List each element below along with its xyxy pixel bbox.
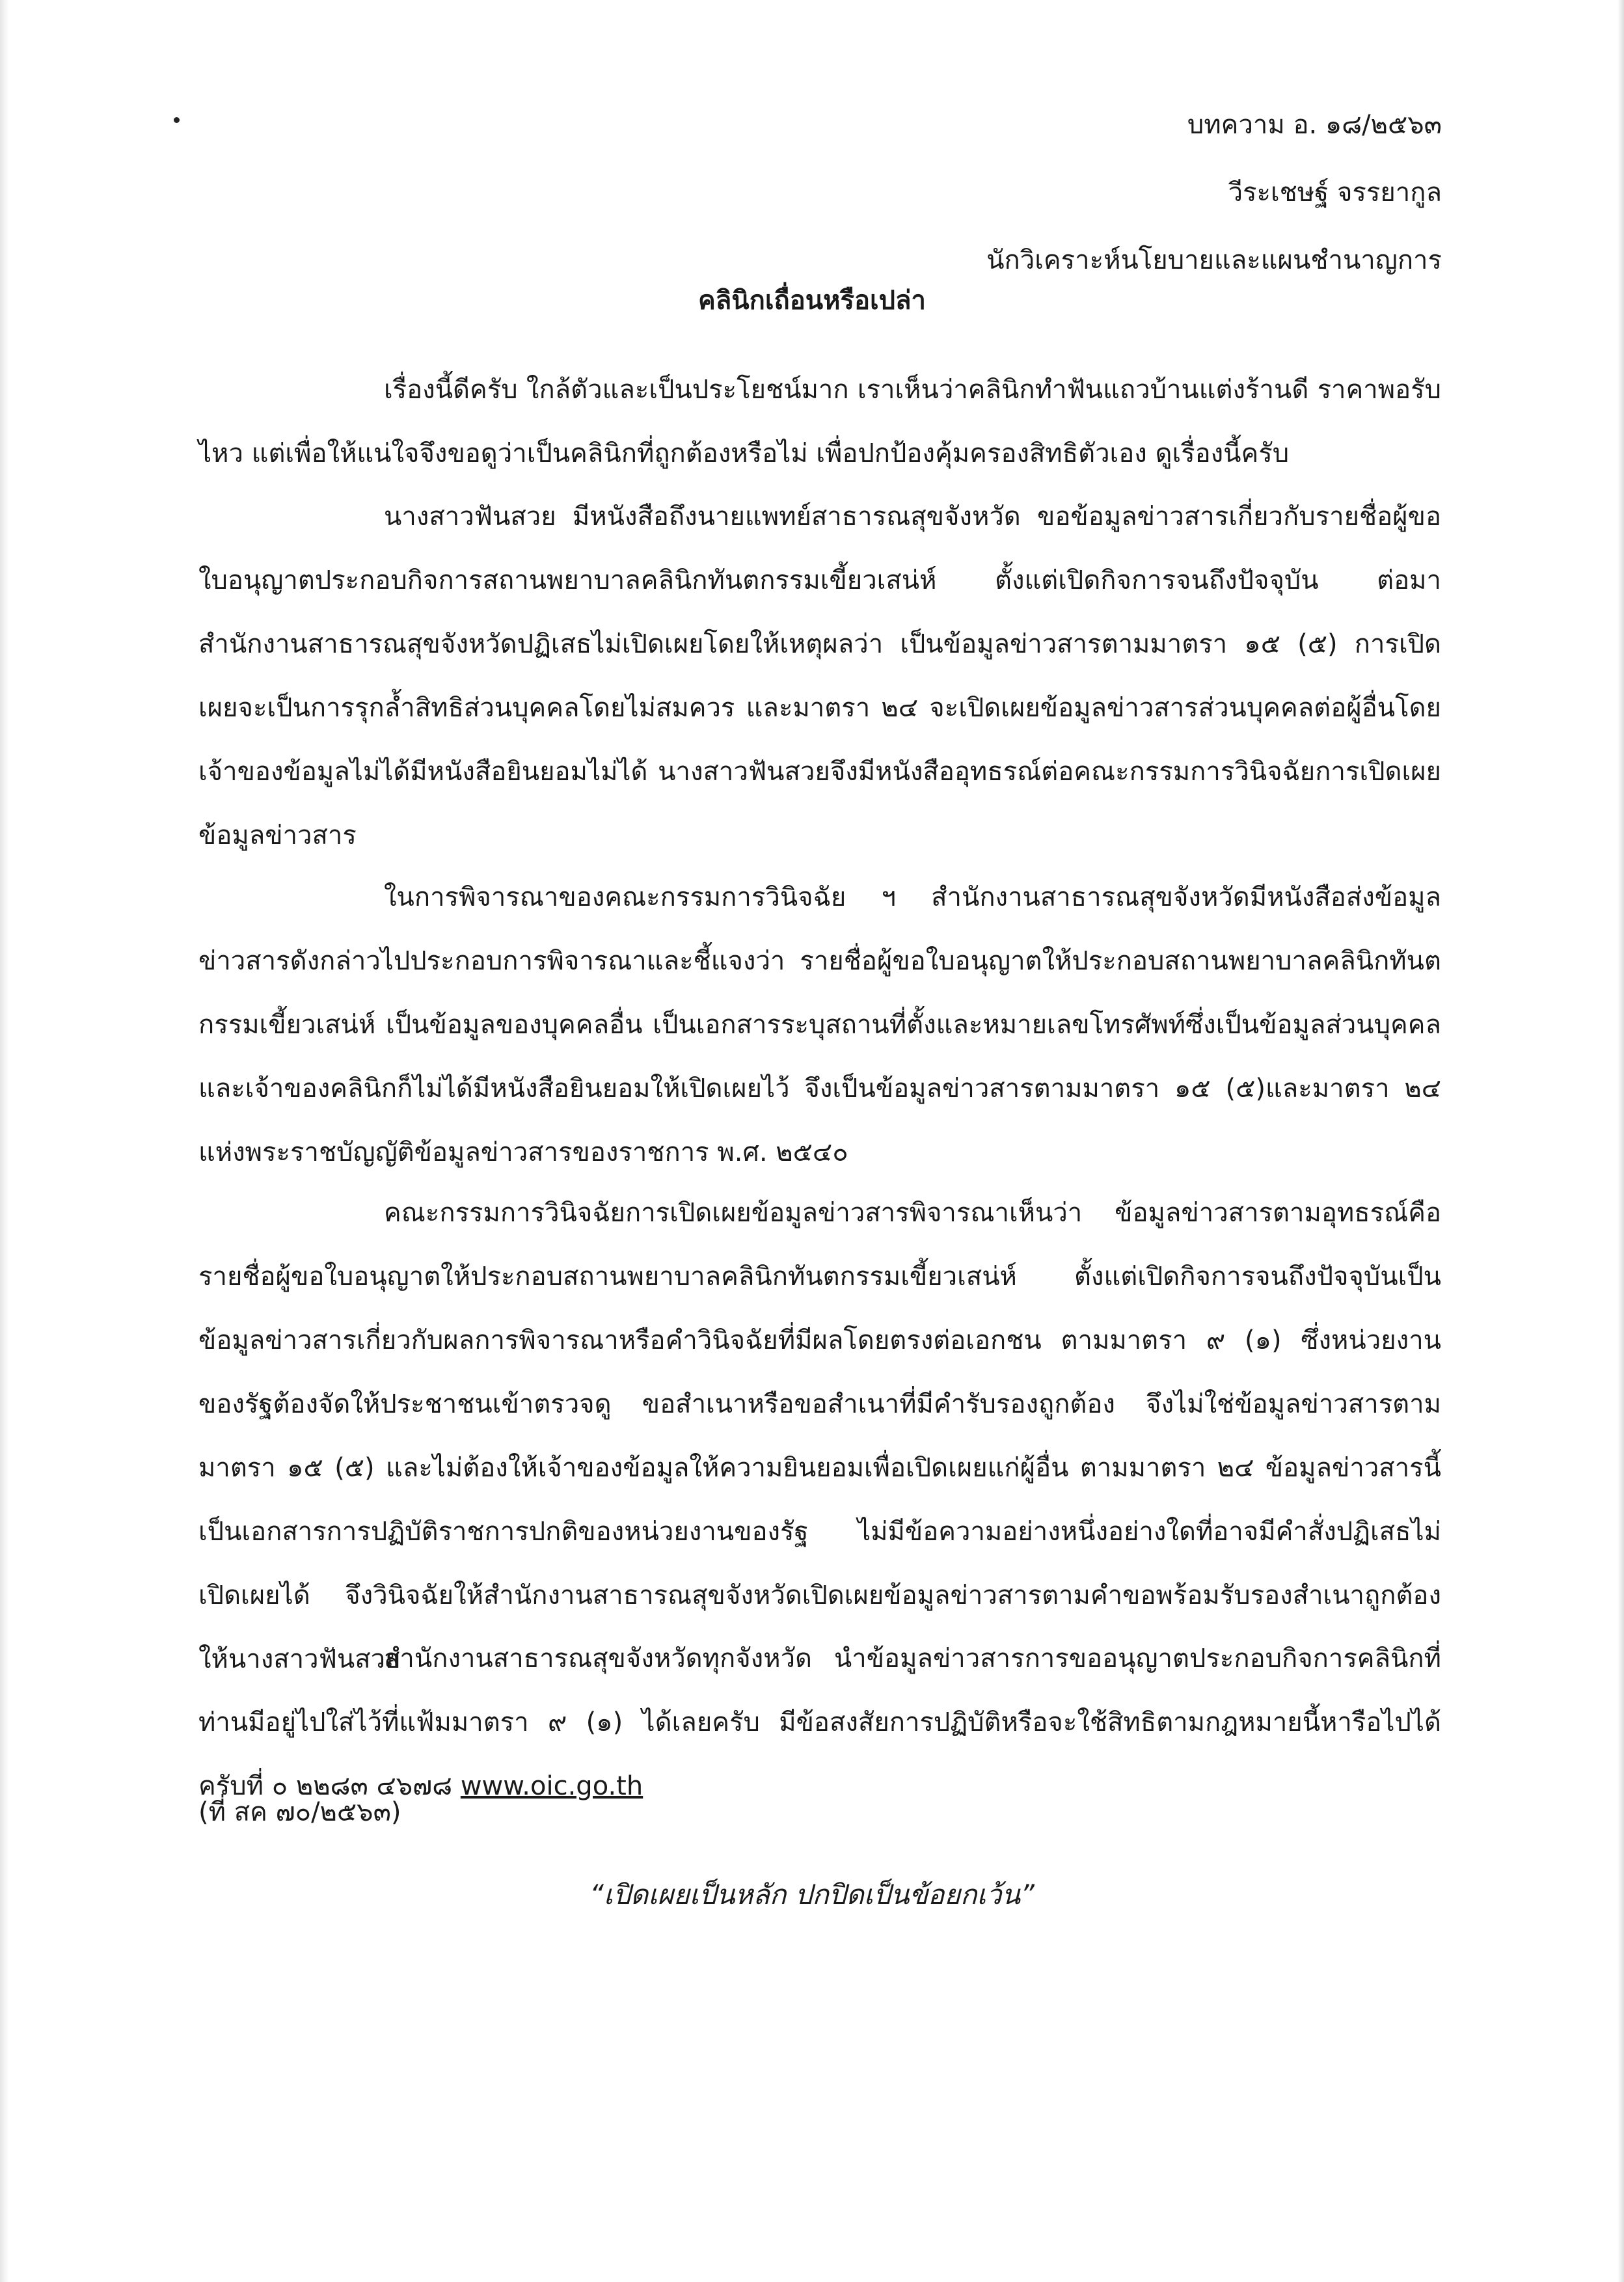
oic-website-link[interactable]: www.oic.go.th [460,1771,643,1801]
motto: “เปิดเผยเป็นหลัก ปกปิดเป็นข้อยกเว้น” [589,1879,1035,1910]
paragraph-2: นางสาวฟันสวย มีหนังสือถึงนายแพทย์สาธารณสุขจังหวัด ขอข้อมูลข่าวสารเกี่ยวกับรายชื่อผู้ขอใบอนุญาตประกอบกิจการสถานพยาบาลคลินิกทันตกรรมเขี้ยวเสน่ห์ ตั้งแต่เปิดกิจการจนถึงปัจจุบัน ต่อมาสำนักงานสาธารณสุขจังหวัดปฏิเสธไม่เปิดเผยโดยให้เหตุผลว่า เป็นข้อมูลข่าวสารตามมาตรา ๑๕ (๕) การเปิดเผยจะเป็นการรุกล้ำสิทธิส่วนบุคคลโดยไม่สมควร และมาตรา ๒๔ จะเปิดเผยข้อมูลข่าวสารส่วนบุคคลต่อผู้อื่นโดยเจ้าของข้อมูลไม่ได้มีหนังสือยินยอมไม่ได้ นางสาวฟันสวยจึงมีหนังสืออุทธรณ์ต่อคณะกรรมการวินิจฉัยการเปิดเผยข้อมูลข่าวสาร [198,502,1441,850]
scan-edge-left [0,0,9,2282]
reference-number: (ที่ สค ๗๐/๒๕๖๓) [198,1797,401,1827]
author-name: วีระเชษฐ์ จรรยากูล [1228,178,1442,208]
paragraph-3: ในการพิจารณาของคณะกรรมการวินิจฉัย ฯ สำนักงานสาธารณสุขจังหวัดมีหนังสือส่งข้อมูลข่าวสารดังกล่าวไปประกอบการพิจารณาและชี้แจงว่า รายชื่อผู้ขอใบอนุญาตให้ประกอบสถานพยาบาลคลินิกทันตกรรมเขี้ยวเสน่ห์ เป็นข้อมูลของบุคคลอื่น เป็นเอกสารระบุสถานที่ตั้งและหมายเลขโทรศัพท์ซึ่งเป็นข้อมูลส่วนบุคคล และเจ้าของคลินิกก็ไม่ได้มีหนังสือยินยอมให้เปิดเผยไว้ จึงเป็นข้อมูลข่าวสารตามมาตรา ๑๕ (๕)และมาตรา ๒๔ แห่งพระราชบัญญัติข้อมูลข่าวสารของราชการ พ.ศ. ๒๕๔๐ [198,882,1441,1167]
document-header [986,91,1442,294]
paragraph-5 [198,1627,1441,1818]
document-title: คลินิกเถื่อนหรือเปล่า [698,286,926,316]
paragraph-5-text: สำนักงานสาธารณสุขจังหวัดทุกจังหวัด นำข้อมูลข่าวสารการขออนุญาตประกอบกิจการคลินิกที่ท่านมีอยู่ไปใส่ไว้ที่แฟ้มมาตรา ๙ (๑) ได้เลยครับ มีข้อสงสัยการปฏิบัติหรือจะใช้สิทธิตามกฎหมายนี้หารือไปได้ครับที่ ๐ ๒๒๘๓ ๔๖๗๘ [198,1644,1441,1801]
paragraph-4: คณะกรรมการวินิจฉัยการเปิดเผยข้อมูลข่าวสารพิจารณาเห็นว่า ข้อมูลข่าวสารตามอุทธรณ์คือรายชื่อผู้ขอใบอนุญาตให้ประกอบสถานพยาบาลคลินิกทันตกรรมเขี้ยวเสน่ห์ ตั้งแต่เปิดกิจการจนถึงปัจจุบันเป็นข้อมูลข่าวสารเกี่ยวกับผลการพิจารณาหรือคำวินิจฉัยที่มีผลโดยตรงต่อเอกชน ตามมาตรา ๙ (๑) ซึ่งหน่วยงานของรัฐต้องจัดให้ประชาชนเข้าตรวจดู ขอสำเนาหรือขอสำเนาที่มีคำรับรองถูกต้อง จึงไม่ใช่ข้อมูลข่าวสารตามมาตรา ๑๕ (๕) และไม่ต้องให้เจ้าของข้อมูลให้ความยินยอมเพื่อเปิดเผยแก่ผู้อื่น ตามมาตรา ๒๔ ข้อมูลข่าวสารนี้เป็นเอกสารการปฏิบัติราชการปกติของหน่วยงานของรัฐ ไม่มีข้อความอย่างหนึ่งอย่างใดที่อาจมีคำสั่งปฏิเสธไม่เปิดเผยได้ จึงวินิจฉัยให้สำนักงานสาธารณสุขจังหวัดเปิดเผยข้อมูลข่าวสารตามคำขอพร้อมรับรองสำเนาถูกต้องให้นางสาวฟันสวย [198,1198,1441,1674]
paragraph-1: เรื่องนี้ดีครับ ใกล้ตัวและเป็นประโยชน์มาก เราเห็นว่าคลินิกทำฟันแถวบ้านแต่งร้านดี ราคาพอรับไหว แต่เพื่อให้แน่ใจจึงขอดูว่าเป็นคลินิกที่ถูกต้องหรือไม่ เพื่อปกป้องคุ้มครองสิทธิตัวเอง ดูเรื่องนี้ครับ [198,375,1441,469]
scan-speck [174,117,180,123]
scan-edge-right [1617,0,1624,2282]
author-position: นักวิเคราะห์นโยบายและแผนชำนาญการ [986,245,1442,275]
article-number: บทความ อ. ๑๘/๒๕๖๓ [1187,110,1442,140]
